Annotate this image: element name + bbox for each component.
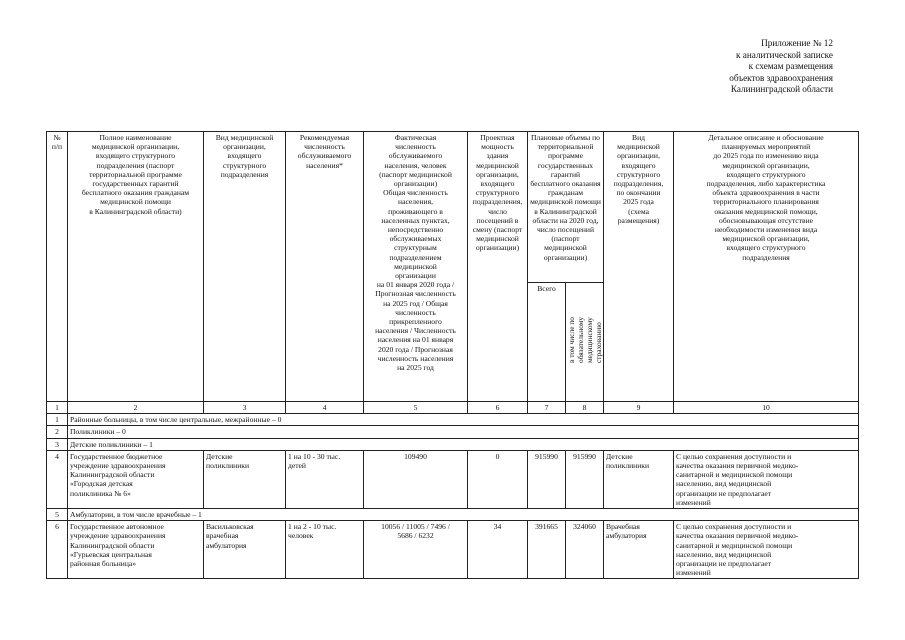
organization-type: Васильковская врачебная амбулатория (204, 521, 286, 579)
header-planned-volumes: Плановые объемы по территориальной программе государственных гарантий бесплатного оказания гражданам медицинской помощи в Калининградской области на 2020 год, число посещений (паспорт медицинской организации) (528, 132, 604, 283)
header-oms (566, 283, 604, 402)
planned-oms: 324060 (566, 521, 604, 579)
column-number: 5 (364, 402, 468, 414)
planned-total: 915990 (528, 450, 566, 508)
section-number: 2 (47, 426, 68, 438)
column-number: 3 (204, 402, 286, 414)
header-total: Всего (528, 283, 566, 402)
header-actual-population: Фактическая численность обслуживаемого населения, человек (паспорт медицинской организации) Общая численность населения, проживающего в населенных пунктах, непосредственно обслуживаемых структурным подразделением медицинской организации на 01 января 2020 года / Прогнозная численность на 2025 год / Общая численность прикрепленного населения / Численность населения на 01 января 2020 года / Прогнозная численность населения на 2025 год (364, 132, 468, 402)
annex-header (633, 38, 833, 96)
annex-line: объектов здравоохранения (729, 72, 833, 83)
annex-line: Приложение № 12 (761, 38, 833, 48)
section-number: 5 (47, 509, 68, 521)
organization-name: Государственное бюджетное учреждение здравоохранения Калининградской области «Городская детская поликлиника № 6» (68, 450, 204, 508)
annex-line: к аналитической записке (736, 49, 833, 60)
column-number: 6 (468, 402, 528, 414)
column-number: 7 (528, 402, 566, 414)
organization-type-2025: Врачебная амбулатория (604, 521, 674, 579)
column-number: 1 (47, 402, 68, 414)
row-number: 6 (47, 521, 68, 579)
table-row (47, 521, 859, 579)
header-type-2025: Вид медицинской организации, входящего структурного подразделения, по окончании 2025 года (схема размещения) (604, 132, 674, 402)
header-oms-text: в том числе по обязательному медицинскому страхованию (566, 316, 603, 363)
section-title: Амбулатории, в том числе врачебные – 1 (68, 509, 859, 521)
column-number: 8 (566, 402, 604, 414)
column-number: 10 (674, 402, 859, 414)
section-row (47, 509, 859, 521)
annex-line: к схемам размещения (748, 61, 833, 72)
header-organization-type: Вид медицинской организации, входящего структурного подразделения (204, 132, 286, 402)
column-number: 9 (604, 402, 674, 414)
header-description: Детальное описание и обоснование планируемых мероприятий до 2025 года по изменению вида медицинской организации, входящего структурного подразделения, либо характеристика объекта здравоохранения в части территориального планирования оказания медицинской помощи, обосновывающая отсутствие необходимости изменения вида медицинской организации, входящего структурного подразделения (674, 132, 859, 402)
planned-oms: 915990 (566, 450, 604, 508)
section-row (47, 438, 859, 450)
section-title: Районные больницы, в том числе центральные, межрайонные – 0 (68, 414, 859, 426)
column-number: 2 (68, 402, 204, 414)
row-number: 4 (47, 450, 68, 508)
description: С целью сохранения доступности и качества оказания первичной медико- санитарной и медицинской помощи населению, вид медицинской организации не предполагает изменений (674, 450, 859, 508)
header-number: № п/п (47, 132, 68, 402)
design-capacity: 0 (468, 450, 528, 508)
description: С целью сохранения доступности и качества оказания первичной медико- санитарной и медицинской помощи населению, вид медицинской организации не предполагает изменений (674, 521, 859, 579)
section-number: 3 (47, 438, 68, 450)
recommended-population: 1 на 2 - 10 тыс. человек (286, 521, 364, 579)
header-organization-name: Полное наименование медицинской организации, входящего структурного подразделения (паспорт территориальной программе государственных гарантий бесплатного оказания гражданам медицинской помощи в Калининградской области) (68, 132, 204, 402)
header-recommended-population: Рекомендуемая численность обслуживаемого населения* (286, 132, 364, 402)
column-number: 4 (286, 402, 364, 414)
table-row (47, 450, 859, 508)
recommended-population: 1 на 10 - 30 тыс. детей (286, 450, 364, 508)
section-number: 1 (47, 414, 68, 426)
section-row (47, 426, 859, 438)
design-capacity: 34 (468, 521, 528, 579)
organization-type: Детские поликлиники (204, 450, 286, 508)
organization-type-2025: Детские поликлиники (604, 450, 674, 508)
header-design-capacity: Проектная мощность здания медицинской организации, входящего структурного подразделения, число посещений в смену (паспорт медицинской организации) (468, 132, 528, 402)
actual-population: 109490 (364, 450, 468, 508)
healthcare-facilities-table (46, 131, 859, 579)
section-title: Поликлиники – 0 (68, 426, 859, 438)
organization-name: Государственное автономное учреждение здравоохранения Калининградской области «Гурьевская центральная районная больница» (68, 521, 204, 579)
actual-population: 10056 / 11005 / 7496 / 5686 / 6232 (364, 521, 468, 579)
planned-total: 391665 (528, 521, 566, 579)
annex-line: Калининградской области (730, 84, 833, 95)
section-title: Детские поликлиники – 1 (68, 438, 859, 450)
column-number-row (47, 402, 859, 414)
section-row (47, 414, 859, 426)
